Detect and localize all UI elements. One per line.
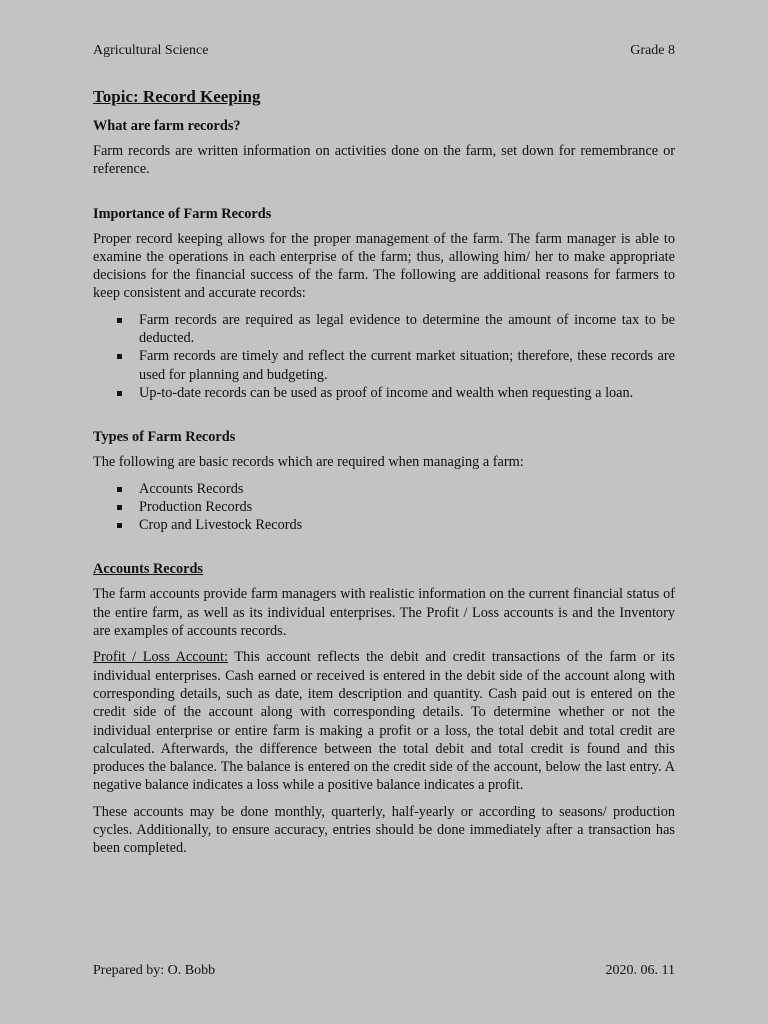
heading-accounts-records: Accounts Records	[93, 561, 203, 578]
page-header	[93, 43, 675, 59]
paragraph-accounts-frequency: These accounts may be done monthly, quarterly, half-yearly or according to seasons/ production cycles. Additionally, to ensure accuracy, entries should be done immediately after a transaction has been completed.	[93, 803, 675, 857]
paragraph-importance: Proper record keeping allows for the proper management of the farm. The farm manager is able to examine the operations in each enterprise of the farm; thus, allowing him/ her to make appropriate decisions for the financial success of the farm. The following are additional reasons for farmers to keep consistent and accurate records:	[93, 230, 675, 302]
page-content	[93, 86, 675, 866]
list-item: Accounts Records	[93, 480, 675, 498]
profit-loss-text: This account reflects the debit and credit transactions of the farm or its individual enterprises. Cash earned or received is entered in the debit side of the account along with corresponding details, such as date, item description and quantity. Cash paid out is entered on the credit side of the account along with corresponding details. To determine whether or not the individual enterprise or entire farm is making a profit or a loss, the total debit and total credit are calculated. Afterwards, the difference between the total debit and total credit is found and this produces the balance. The balance is entered on the credit side of the account, below the last entry. A negative balance indicates a loss while a positive balance indicates a profit.	[93, 649, 675, 794]
profit-loss-label: Profit / Loss Account:	[93, 649, 229, 666]
heading-farm-records: What are farm records?	[93, 118, 241, 134]
paragraph-types: The following are basic records which are required when managing a farm:	[93, 454, 524, 471]
footer-prepared-by: Prepared by: O. Bobb	[93, 963, 216, 978]
types-list	[93, 480, 675, 535]
list-item: Up-to-date records can be used as proof of income and wealth when requesting a loan.	[93, 384, 675, 402]
list-item: Production Records	[93, 498, 675, 516]
list-item: Farm records are required as legal evidence to determine the amount of income tax to be deducted.	[93, 311, 675, 348]
paragraph-accounts-records: The farm accounts provide farm managers with realistic information on the current financial status of the entire farm, as well as its individual enterprises. The Profit / Loss accounts is and the Inventory are examples of accounts records.	[93, 586, 675, 640]
heading-importance: Importance of Farm Records	[93, 205, 272, 222]
page-footer	[93, 963, 675, 979]
header-subject: Agricultural Science	[93, 43, 209, 58]
footer-date: 2020. 06. 11	[605, 963, 675, 978]
heading-types: Types of Farm Records	[93, 429, 236, 446]
list-item: Farm records are timely and reflect the current market situation; therefore, these records are used for planning and budgeting.	[93, 347, 675, 384]
importance-list	[93, 311, 675, 402]
paragraph-farm-records-definition: Farm records are written information on activities done on the farm, set down for remembrance or reference.	[93, 143, 675, 178]
paragraph-profit-loss	[93, 648, 675, 794]
page-title: Topic: Record Keeping	[93, 87, 261, 106]
list-item: Crop and Livestock Records	[93, 516, 675, 534]
header-grade: Grade 8	[630, 43, 675, 58]
